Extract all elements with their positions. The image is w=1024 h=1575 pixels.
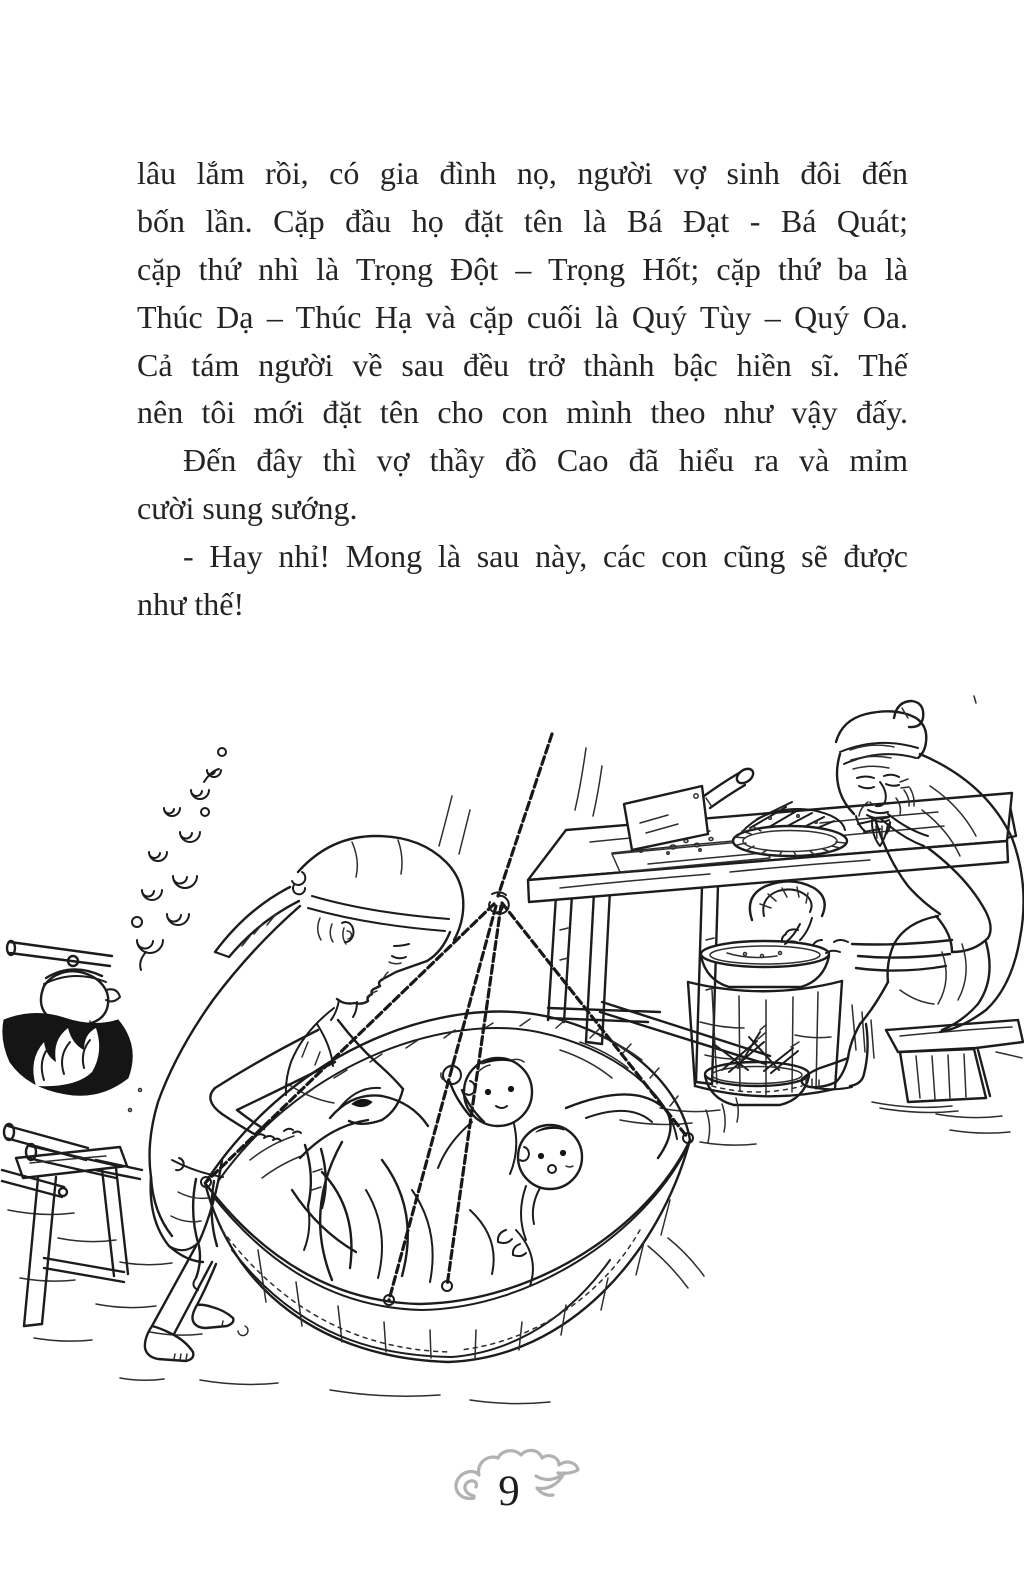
illustration-canvas bbox=[0, 690, 1024, 1480]
story-line: Cả tám người về sau đều trở thành bậc hiền sĩ. Thế bbox=[137, 346, 908, 383]
illustration bbox=[0, 690, 1024, 1480]
page-number: 9 bbox=[498, 1468, 520, 1515]
story-line: bốn lần. Cặp đầu họ đặt tên là Bá Đạt - Bá Quát; bbox=[137, 202, 908, 239]
father-figure bbox=[782, 701, 1024, 1089]
mortar-bowl bbox=[701, 941, 829, 987]
baby-2 bbox=[498, 1125, 582, 1256]
story-line: cười sung sướng. bbox=[137, 490, 358, 527]
story-line: lâu lắm rồi, có gia đình nọ, người vợ sinh đôi đến bbox=[137, 155, 908, 191]
story-line: cặp thứ nhì là Trọng Đột – Trọng Hốt; cặp thứ ba là bbox=[137, 250, 908, 287]
stool bbox=[872, 1020, 1023, 1118]
cradle-basket bbox=[201, 1012, 738, 1362]
vegetable-bowl bbox=[705, 1025, 809, 1105]
fire-logs bbox=[2, 1013, 142, 1197]
story-line: - Hay nhỉ! Mong là sau này, các con cũng sẽ được bbox=[183, 538, 908, 575]
text-block bbox=[137, 150, 908, 629]
smoke-curls bbox=[132, 748, 226, 970]
story-line: Thúc Dạ – Thúc Hạ và cặp cuối là Quý Tùy – Quý Oa. bbox=[137, 298, 908, 335]
story-line: như thế! bbox=[137, 586, 245, 623]
story-line: Đến đây thì vợ thầy đồ Cao đã hiểu ra và mỉm bbox=[183, 442, 908, 479]
mother-figure bbox=[145, 836, 463, 1361]
story-line: nên tôi mới đặt tên cho con mình theo như vậy đấy. bbox=[137, 394, 908, 431]
